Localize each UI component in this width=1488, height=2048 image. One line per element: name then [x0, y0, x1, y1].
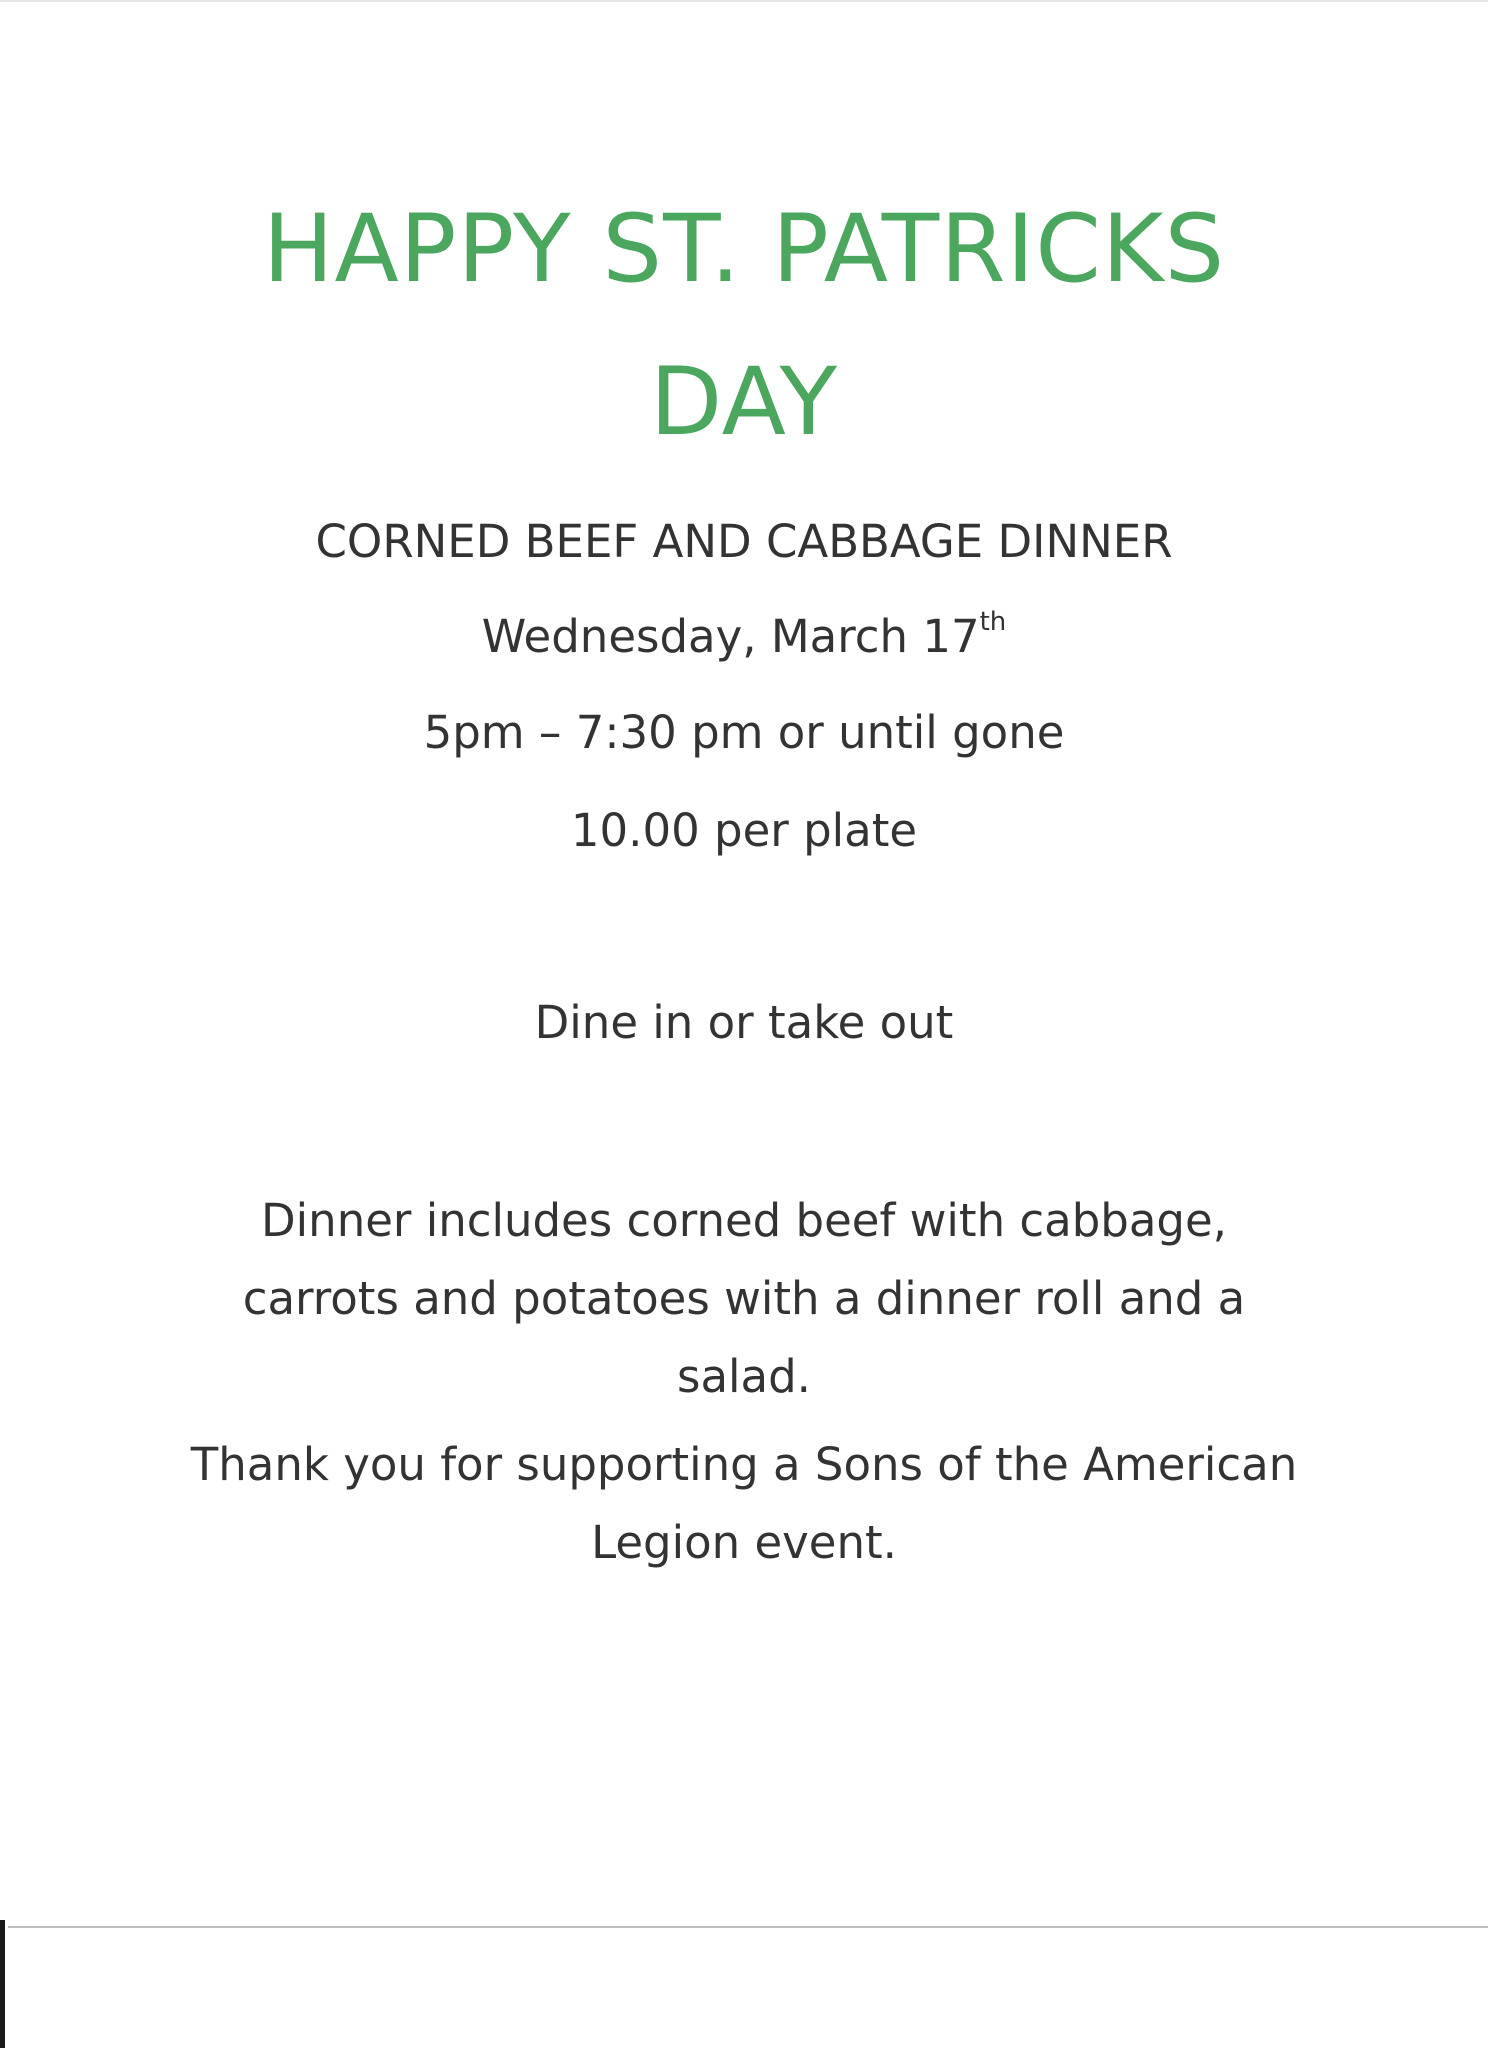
menu-description: Dinner includes corned beef with cabbage, carrots and potatoes with a dinner roll and a salad. — [242, 1194, 1246, 1403]
thank-you-note: Thank you for supporting a Sons of the American Legion event. — [190, 1438, 1298, 1569]
event-subtitle: CORNED BEEF AND CABBAGE DINNER — [315, 515, 1173, 568]
flyer-title-line-1: HAPPY ST. PATRICKS — [262, 195, 1226, 304]
event-date-ordinal: th — [979, 607, 1007, 637]
event-price: 10.00 per plate — [570, 804, 918, 857]
event-date — [0, 607, 1488, 663]
flyer-title-line-2: DAY — [649, 348, 839, 457]
event-time: 5pm – 7:30 pm or until gone — [423, 706, 1065, 759]
event-date-text: Wednesday, March 17 — [481, 610, 980, 663]
dine-option: Dine in or take out — [534, 996, 954, 1049]
scan-top-edge — [0, 0, 1488, 2]
scan-page-edge-line — [8, 1926, 1488, 1928]
scan-left-edge-mark — [0, 1920, 5, 2048]
